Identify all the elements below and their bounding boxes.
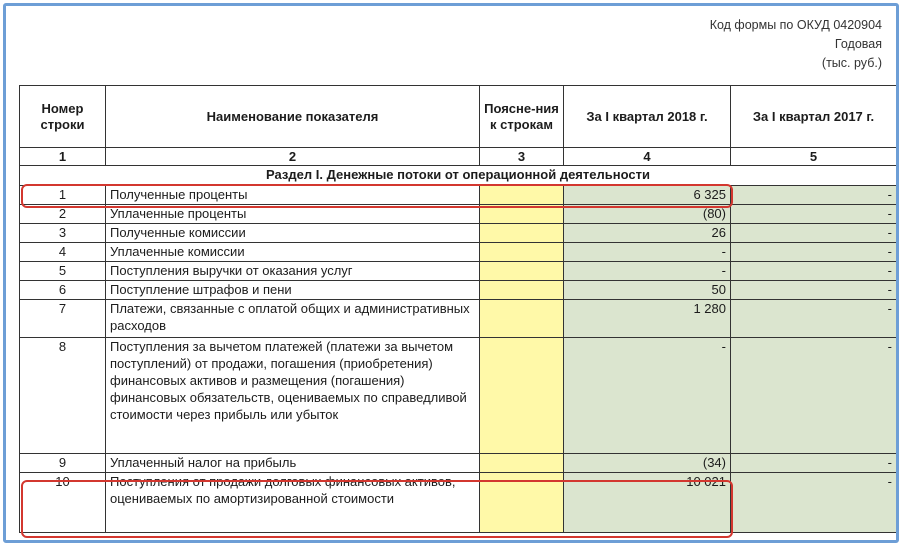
row-value-2018: 1 280 <box>564 300 731 338</box>
header-q2017: За I квартал 2017 г. <box>731 86 897 148</box>
header-notes: Поясне-ния к строкам <box>480 86 564 148</box>
row-value-2017: - <box>731 281 897 300</box>
row-name: Поступления за вычетом платежей (платежи за вычетом поступлений) от продажи, погашения (приобретения) финансовых активов и размещения (погашения) финансовых обязательств, оцениваемых по справедливой стоимости через прибыль или убыток <box>106 338 480 454</box>
cash-flow-table <box>19 85 897 533</box>
column-index: 3 <box>480 148 564 166</box>
row-value-2018: - <box>564 243 731 262</box>
column-index: 1 <box>20 148 106 166</box>
row-value-2017: - <box>731 338 897 454</box>
column-index: 5 <box>731 148 897 166</box>
table-row <box>20 243 897 262</box>
row-note <box>480 205 564 224</box>
row-number: 9 <box>20 454 106 473</box>
row-name: Поступление штрафов и пени <box>106 281 480 300</box>
table-row <box>20 205 897 224</box>
row-value-2017: - <box>731 300 897 338</box>
table-row <box>20 281 897 300</box>
row-value-2018: (34) <box>564 454 731 473</box>
report-units: (тыс. руб.) <box>821 56 882 70</box>
table-row <box>20 300 897 338</box>
table-row <box>20 186 897 205</box>
header-row <box>20 86 897 148</box>
row-value-2017: - <box>731 243 897 262</box>
report-period: Годовая <box>834 37 882 51</box>
table-row <box>20 473 897 533</box>
row-value-2017: - <box>731 186 897 205</box>
row-value-2017: - <box>731 454 897 473</box>
row-value-2017: - <box>731 473 897 533</box>
row-value-2018: 50 <box>564 281 731 300</box>
row-note <box>480 300 564 338</box>
row-number: 5 <box>20 262 106 281</box>
row-number: 3 <box>20 224 106 243</box>
column-index: 2 <box>106 148 480 166</box>
document-frame <box>3 3 899 543</box>
row-note <box>480 473 564 533</box>
header-row-number: Номер строки <box>20 86 106 148</box>
row-note <box>480 454 564 473</box>
row-name: Уплаченные проценты <box>106 205 480 224</box>
section-title: Раздел I. Денежные потоки от операционной деятельности <box>20 166 897 186</box>
table-row <box>20 454 897 473</box>
row-name: Уплаченные комиссии <box>106 243 480 262</box>
row-name: Платежи, связанные с оплатой общих и административных расходов <box>106 300 480 338</box>
row-name: Поступления выручки от оказания услуг <box>106 262 480 281</box>
row-number: 1 <box>20 186 106 205</box>
row-number: 4 <box>20 243 106 262</box>
row-note <box>480 224 564 243</box>
column-index: 4 <box>564 148 731 166</box>
row-number: 7 <box>20 300 106 338</box>
header-name: Наименование показателя <box>106 86 480 148</box>
row-note <box>480 186 564 205</box>
row-name: Полученные комиссии <box>106 224 480 243</box>
row-value-2018: (80) <box>564 205 731 224</box>
row-name: Полученные проценты <box>106 186 480 205</box>
row-number: 2 <box>20 205 106 224</box>
row-note <box>480 243 564 262</box>
row-value-2017: - <box>731 224 897 243</box>
table-row <box>20 224 897 243</box>
row-value-2017: - <box>731 205 897 224</box>
section-row <box>20 166 897 186</box>
row-note <box>480 338 564 454</box>
row-note <box>480 281 564 300</box>
row-value-2018: - <box>564 338 731 454</box>
row-value-2017: - <box>731 262 897 281</box>
row-value-2018: 26 <box>564 224 731 243</box>
row-note <box>480 262 564 281</box>
row-name: Уплаченный налог на прибыль <box>106 454 480 473</box>
row-value-2018: 10 021 <box>564 473 731 533</box>
form-header <box>710 16 882 73</box>
column-index-row <box>20 148 897 166</box>
row-value-2018: 6 325 <box>564 186 731 205</box>
okud-code: Код формы по ОКУД 0420904 <box>709 18 882 32</box>
header-q2018: За I квартал 2018 г. <box>564 86 731 148</box>
row-number: 8 <box>20 338 106 454</box>
row-number: 10 <box>20 473 106 533</box>
row-name: Поступления от продажи долговых финансовых активов, оцениваемых по амортизированной стоимости <box>106 473 480 533</box>
row-number: 6 <box>20 281 106 300</box>
table-row <box>20 262 897 281</box>
table-row <box>20 338 897 454</box>
row-value-2018: - <box>564 262 731 281</box>
